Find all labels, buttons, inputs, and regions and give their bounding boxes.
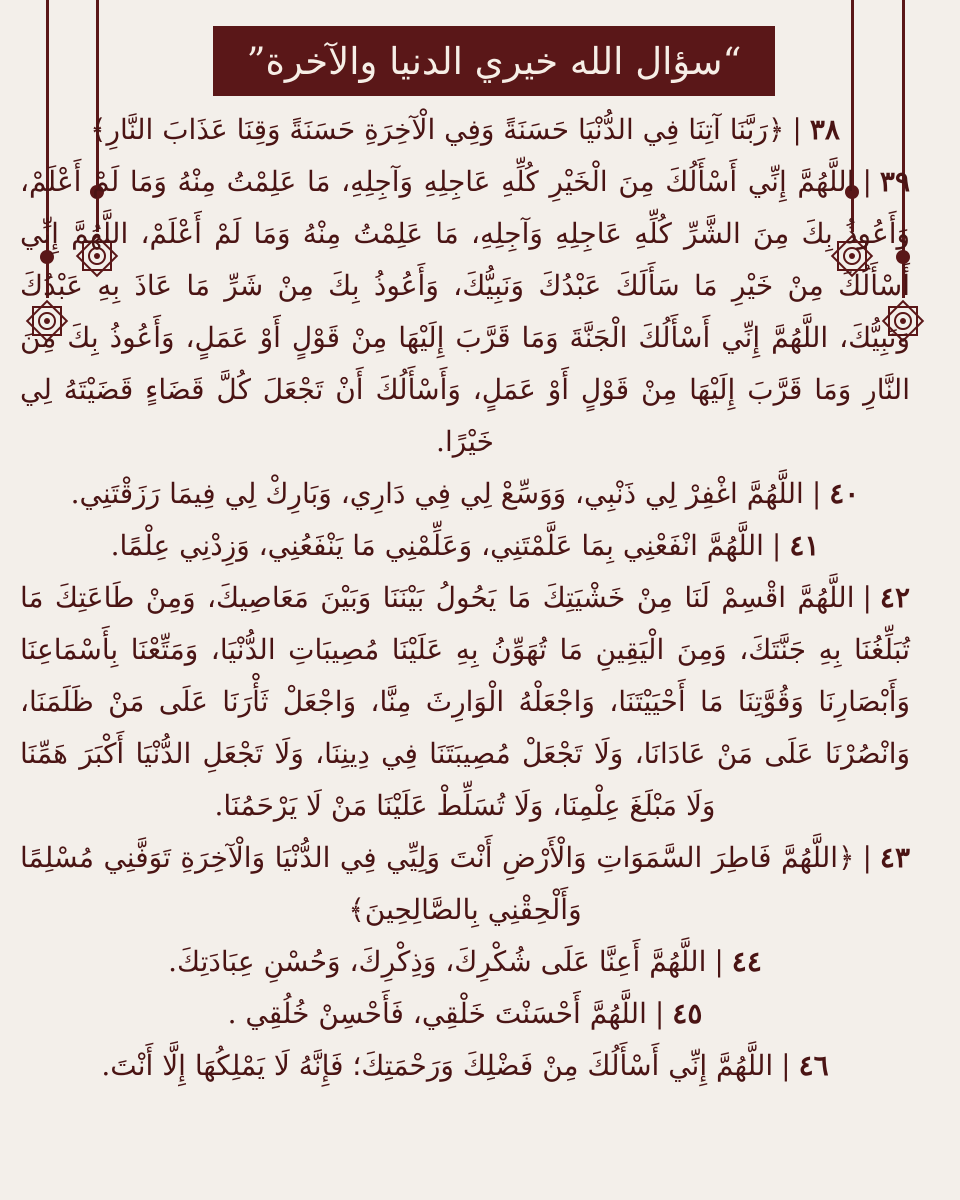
duaa-item-42 [20, 572, 910, 832]
duaa-item-44 [20, 936, 910, 988]
separator: | [862, 841, 872, 874]
duaa-number: ٤٤ [731, 945, 762, 978]
duaa-number: ٣٨ [809, 113, 840, 146]
duaa-number: ٤٥ [672, 997, 703, 1030]
duaa-text: اللَّهُمَّ اغْفِرْ لِي ذَنْبِي، وَوَسِّعْ لِي فِي دَارِي، وَبَارِكْ لِي فِيمَا رَزَقْتَنِي. [70, 477, 804, 510]
separator: | [781, 1049, 791, 1082]
duaa-item-39 [20, 156, 910, 468]
separator: | [811, 477, 822, 510]
duaa-item-38 [20, 104, 910, 156]
duaa-number: ٤٠ [829, 477, 860, 510]
duaa-number: ٤١ [789, 529, 820, 562]
separator: | [714, 945, 724, 978]
duaa-text: اللَّهُمَّ أَحْسَنْتَ خَلْقِي، فَأَحْسِنْ خُلُقِي . [227, 997, 647, 1030]
separator: | [771, 529, 782, 562]
duaa-number: ٤٢ [879, 581, 910, 614]
header-banner [213, 26, 775, 96]
duaa-item-45 [20, 988, 910, 1040]
page-title: “سؤال الله خيري الدنيا والآخرة” [246, 39, 742, 83]
separator: | [862, 581, 872, 614]
duaa-text: اللَّهُمَّ اقْسِمْ لَنَا مِنْ خَشْيَتِكَ مَا يَحُولُ بَيْنَنَا وَبَيْنَ مَعَاصِيكَ، وَمِنْ طَاعَتِكَ مَا تُبَلِّغُنَا بِهِ جَنَّتَكَ، وَمِنَ الْيَقِينِ مَا تُهَوِّنُ بِهِ عَلَيْنَا مُصِيبَاتِ الدُّنْيَا، وَمَتِّعْنَا بِأَسْمَاعِنَا وَأَبْصَارِنَا وَقُوَّتِنَا مَا أَحْيَيْتَنَا، وَاجْعَلْهُ الْوَارِثَ مِنَّا، وَاجْعَلْ ثَأْرَنَا عَلَى مَنْ ظَلَمَنَا، وَانْصُرْنَا عَلَى مَنْ عَادَانَا، وَلَا تَجْعَلْ مُصِيبَتَنَا فِي دِينِنَا، وَلَا تَجْعَلِ الدُّنْيَا أَكْبَرَ هَمِّنَا وَلَا مَبْلَغَ عِلْمِنَا، وَلَا تُسَلِّطْ عَلَيْنَا مَنْ لَا يَرْحَمُنَا. [20, 581, 910, 822]
duaa-item-40 [20, 468, 910, 520]
separator: | [654, 997, 665, 1030]
duaa-item-46 [20, 1040, 910, 1092]
duaa-text: اللَّهُمَّ إِنِّي أَسْأَلُكَ مِنْ فَضْلِكَ وَرَحْمَتِكَ؛ فَإِنَّهُ لَا يَمْلِكُهَا إِلَّا أَنْتَ. [101, 1049, 774, 1082]
duaa-number: ٤٦ [798, 1049, 829, 1082]
duaa-text: اللَّهُمَّ أَعِنَّا عَلَى شُكْرِكَ، وَذِكْرِكَ، وَحُسْنِ عِبَادَتِكَ. [168, 945, 707, 978]
duaa-number: ٣٩ [879, 165, 910, 198]
duaa-text: اللَّهُمَّ إِنِّي أَسْأَلُكَ مِنَ الْخَيْرِ كُلِّهِ عَاجِلِهِ وَآجِلِهِ، مَا عَلِمْتُ مِنْهُ وَمَا لَمْ أَعْلَمْ، وَأَعُوذُ بِكَ مِنَ الشَّرِّ كُلِّهِ عَاجِلِهِ وَآجِلِهِ، مَا عَلِمْتُ مِنْهُ وَمَا لَمْ أَعْلَمْ، اللَّهُمَّ إِنِّي أَسْأَلُكَ مِنْ خَيْرِ مَا سَأَلَكَ عَبْدُكَ وَنَبِيُّكَ، وَأَعُوذُ بِكَ مِنْ شَرِّ مَا عَاذَ بِهِ عَبْدُكَ وَنَبِيُّكَ، اللَّهُمَّ إِنِّي أَسْأَلُكَ الْجَنَّةَ وَمَا قَرَّبَ إِلَيْهَا مِنْ قَوْلٍ أَوْ عَمَلٍ، وَأَعُوذُ بِكَ مِنَ النَّارِ وَمَا قَرَّبَ إِلَيْهَا مِنْ قَوْلٍ أَوْ عَمَلٍ، وَأَسْأَلُكَ أَنْ تَجْعَلَ كُلَّ قَضَاءٍ قَضَيْتَهُ لِي خَيْرًا. [20, 165, 910, 458]
duaa-text: ﴿اللَّهُمَّ فَاطِرَ السَّمَوَاتِ وَالْأَرْضِ أَنْتَ وَلِيِّي فِي الدُّنْيَا وَالْآخِرَةِ تَوَفَّنِي مُسْلِمًا وَأَلْحِقْنِي بِالصَّالِحِينَ﴾ [20, 841, 855, 926]
duaa-item-41 [20, 520, 910, 572]
duaa-item-43 [20, 832, 910, 936]
duaa-number: ٤٣ [879, 841, 910, 874]
separator: | [792, 113, 802, 146]
duaa-text: اللَّهُمَّ انْفَعْنِي بِمَا عَلَّمْتَنِي، وَعَلِّمْنِي مَا يَنْفَعُنِي، وَزِدْنِي عِلْمًا. [110, 529, 764, 562]
duaa-text: ﴿رَبَّنَا آتِنَا فِي الدُّنْيَا حَسَنَةً وَفِي الْآخِرَةِ حَسَنَةً وَقِنَا عَذَابَ النَّارِ﴾ [90, 113, 785, 146]
separator: | [862, 165, 872, 198]
duas-list [20, 104, 910, 1092]
